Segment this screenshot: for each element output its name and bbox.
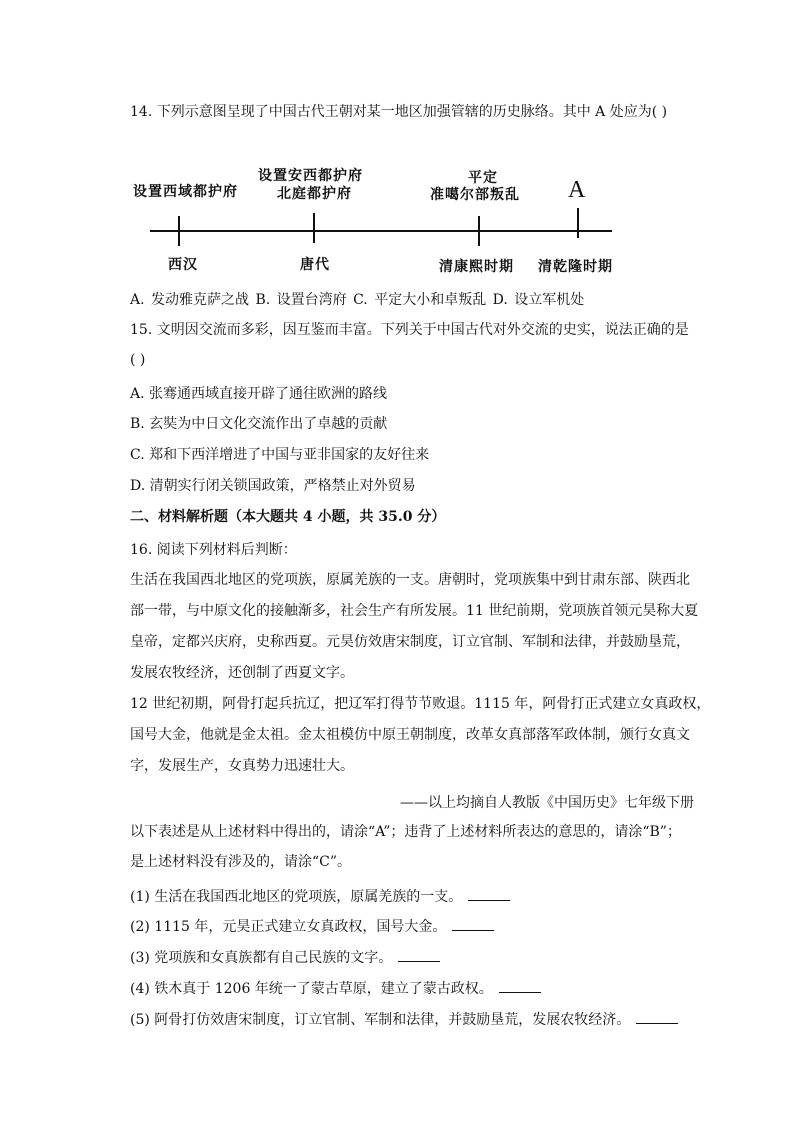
answer-blank[interactable] <box>499 978 541 993</box>
timeline-label-beiting: 北庭都护府 <box>277 186 352 202</box>
statement-text: (2) 1115 年，元昊正式建立女真政权，国号大金。 <box>130 919 447 935</box>
timeline-tick-western-han <box>178 216 180 246</box>
q15-option-b: B. 玄奘为中日文化交流作出了卓越的贡献 <box>130 416 388 432</box>
q16-statement-5 <box>130 1009 678 1030</box>
q16-passage-2-line-1: 12 世纪初期，阿骨打起兵抗辽，把辽军打得节节败退。1115 年，阿骨打正式建立女真政权， <box>130 696 711 712</box>
statement-text: (3) 党项族和女真族都有自己民族的文字。 <box>130 950 393 966</box>
statement-text: (1) 生活在我国西北地区的党项族，原属羌族的一支。 <box>130 889 463 905</box>
timeline-label-xiyu: 设置西域都护府 <box>133 184 238 200</box>
answer-blank[interactable] <box>468 886 510 901</box>
q14-timeline-diagram <box>130 165 630 280</box>
timeline-label-dzungar: 准噶尔部叛乱 <box>430 187 520 203</box>
q16-passage-1-line-3: 皇帝，定都兴庆府，史称西夏。元昊仿效唐宋制度，订立官制、军制和法律，并鼓励垦荒， <box>130 634 690 650</box>
q16-passage-2-line-2: 国号大金，他就是金太祖。金太祖模仿中原王朝制度，改革女真部落军政体制，颁行女真文 <box>130 727 690 743</box>
timeline-label-anxi: 设置安西都护府 <box>258 168 363 184</box>
timeline-label-pingding: 平定 <box>468 170 498 186</box>
q14-options: A. 发动雅克萨之战 B. 设置台湾府 C. 平定大小和卓叛乱 D. 设立军机处 <box>130 292 585 308</box>
timeline-era-western-han: 西汉 <box>168 257 198 273</box>
q16-passage-1-line-4: 发展农牧经济，还创制了西夏文字。 <box>130 665 354 681</box>
timeline-era-kangxi: 清康熙时期 <box>439 259 514 275</box>
statement-text: (4) 铁木真于 1206 年统一了蒙古草原，建立了蒙古政权。 <box>130 981 493 997</box>
q16-passage-2-line-3: 字，发展生产，女真势力迅速壮大。 <box>130 758 354 774</box>
timeline-era-tang: 唐代 <box>300 257 330 273</box>
answer-blank[interactable] <box>636 1009 678 1024</box>
timeline-tick-tang <box>313 213 315 243</box>
q16-statement-4 <box>130 978 541 999</box>
q15-option-c: C. 郑和下西洋增进了中国与亚非国家的友好往来 <box>130 447 430 463</box>
q16-statement-1 <box>130 886 510 907</box>
section-2-heading: 二、材料解析题（本大题共 4 小题，共 35.0 分） <box>130 509 446 525</box>
timeline-tick-qianlong <box>577 208 579 238</box>
q16-instruction-line-2: 是上述材料没有涉及的，请涂“C”。 <box>130 854 352 870</box>
timeline-axis <box>150 230 612 232</box>
q14-stem: 14. 下列示意图呈现了中国古代王朝对某一地区加强管辖的历史脉络。其中 A 处应为( ) <box>130 104 668 120</box>
statement-text: (5) 阿骨打仿效唐宋制度，订立官制、军制和法律，并鼓励垦荒，发展农牧经济。 <box>130 1012 631 1028</box>
q16-stem: 16. 阅读下列材料后判断： <box>130 542 297 558</box>
q16-instruction-line-1: 以下表述是从上述材料中得出的，请涂“A”；违背了上述材料所表达的意思的，请涂“B”； <box>130 824 681 840</box>
q16-passage-1-line-2: 部一带，与中原文化的接触渐多，社会生产有所发展。11 世纪前期，党项族首领元昊称大夏 <box>130 603 699 619</box>
q16-source-citation: ——以上均摘自人教版《中国历史》七年级下册 <box>400 795 694 811</box>
q15-option-a: A. 张骞通西域直接开辟了通往欧洲的路线 <box>130 386 388 402</box>
q16-statement-3 <box>130 947 440 968</box>
timeline-label-a: A <box>568 177 586 203</box>
q15-answer-paren: ( ) <box>130 352 146 368</box>
q16-passage-1-line-1: 生活在我国西北地区的党项族，原属羌族的一支。唐朝时，党项族集中到甘肃东部、陕西北 <box>130 572 690 588</box>
q15-option-d: D. 清朝实行闭关锁国政策，严格禁止对外贸易 <box>130 478 416 494</box>
timeline-tick-kangxi <box>478 216 480 246</box>
q15-stem: 15. 文明因交流而多彩，因互鉴而丰富。下列关于中国古代对外交流的史实，说法正确的是 <box>130 322 689 338</box>
answer-blank[interactable] <box>398 947 440 962</box>
timeline-era-qianlong: 清乾隆时期 <box>538 259 613 275</box>
q16-statement-2 <box>130 916 494 937</box>
answer-blank[interactable] <box>452 916 494 931</box>
